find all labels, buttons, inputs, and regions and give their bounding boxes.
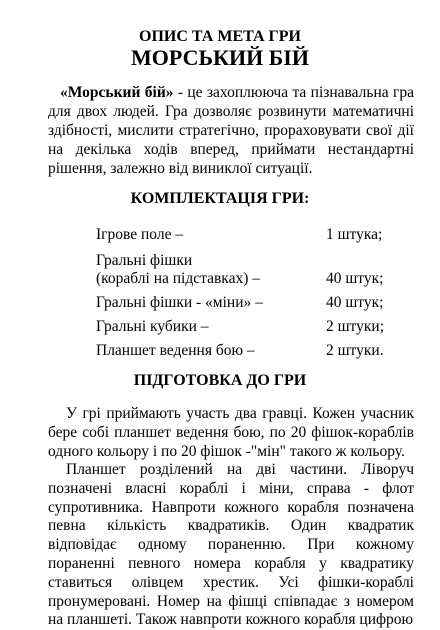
intro-text: - це захоплююча та пізнавальна гра для двох людей. Гра дозволяє розвинути математичні здібності, мислити стратегічно, прораховувати свої дії на декілька ходів вперед, приймати нестандартні рішення, залежно від виниклої ситуації. — [48, 84, 415, 177]
kit-list — [96, 222, 386, 360]
kit-item-name: Планшет ведення бою – — [96, 342, 255, 359]
kit-heading: КОМПЛЕКТАЦІЯ ГРИ: — [130, 190, 310, 207]
kit-item-name: Ігрове поле – — [96, 226, 184, 243]
kit-item — [96, 252, 386, 270]
kit-item-name: Гральні фішки - «міни» – — [96, 294, 263, 311]
kit-item — [96, 318, 386, 336]
kit-item — [96, 294, 386, 312]
game-name: «Морський бій» — [60, 84, 174, 101]
kit-item-name: Гральні фішки — [96, 252, 193, 269]
prep-paragraph-2: Планшет розділений на дві частини. Ліворуч позначені власні кораблі і міни, справа - флот супротивника. Навпроти кожного корабля позначена певна кількість квадратиків. Один квадратик відповідає одному пораненню. При кожному пораненні певного номера корабля у квадратику ставиться олівцем хрестик. Усі фішки-кораблі пронумеровані. Номер на фішці співпадає з номером на планшеті. Також навпроти кожного корабля цифрою — [48, 461, 414, 629]
title-small: ОПИС ТА МЕТА ГРИ — [139, 28, 301, 45]
kit-item-name: (кораблі на підставках) – — [96, 270, 260, 287]
kit-item — [96, 342, 386, 360]
kit-item-qty: 40 штук; — [326, 270, 384, 287]
kit-item-qty: 1 штука; — [326, 226, 383, 243]
kit-item-qty: 2 штуки; — [326, 318, 385, 335]
kit-item-qty: 40 штук; — [326, 294, 384, 311]
intro-paragraph — [48, 83, 414, 178]
title-big: МОРСЬКИЙ БІЙ — [131, 45, 309, 70]
prep-paragraph-1: У грі приймають участь два гравці. Кожен учасник бере собі планшет ведення бою, по 20 фішок-кораблів одного кольору і по 20 фішок -"мін" такого ж кольору. — [48, 405, 414, 460]
kit-item-qty: 2 штуки. — [326, 342, 384, 359]
kit-item — [96, 270, 386, 288]
kit-item-name: Гральні кубики – — [96, 318, 209, 335]
kit-item-qty — [326, 252, 386, 270]
prep-heading: ПІДГОТОВКА ДО ГРИ — [133, 372, 307, 389]
kit-item — [96, 226, 386, 244]
